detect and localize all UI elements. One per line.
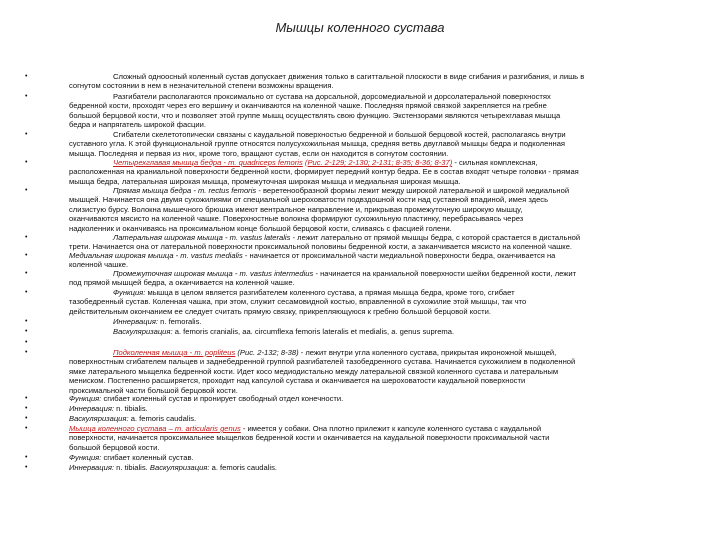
- paragraph-flexors: • Сгибатели скелетотопически связаны с каудальной поверхностью бедренной и большой берцовой костей, располагаясь внутри суставного угла. К этой функциональной группе относятся полусухожильная мышца, средняя ветвь двуглавой мышцы бедра и подколенная мышца. Последняя и первая из них, кроме того, вращают сустав, если он находится в согнутом состоянии.: [25, 130, 566, 158]
- paragraph-quadriceps-vascularization: • Васкуляризация: a. femoris cranialis, aa. circumflexa femoris lateralis et medialis, a. genus suprema.: [25, 327, 455, 336]
- paragraph-rectus-femoris: • Прямая мышца бедра - m. rectus femoris - веретенообразной формы лежит между широкой латеральной и широкой медиальной мышцей. Начинается она двумя сухожилиями от специальной шероховатости подвздошной кости над суставной впадиной, имея здесь слизистую бурсу. Волокна мышечного брюшка имеют вентральное направление и, прикрывая промежуточную широкую мышцу, оканчиваются мясисто на коленной чашке. Поверхностные волокна формируют сухожильную пластинку, перебрасываясь через надколенник и оканчиваясь на проксимальном конце большой берцовой кости, сливаясь с фасцией голени.: [25, 186, 570, 233]
- label-function: Функция:: [113, 288, 146, 297]
- paragraph-knee-joint-intro: • Сложный одноосный коленный сустав допускает движения только в сагиттальной плоскости в виде сгибания и разгибания, и лишь в согнутом состоянии в нем в незначительной степени возможны вращения.: [25, 72, 585, 91]
- paragraph-popliteus-innervation: • Иннервация: n. tibialis.: [25, 404, 148, 413]
- paragraph-articularis-function: • Функция: сгибает коленный сустав.: [25, 453, 194, 462]
- paragraph-articularis-genus: • Мышца коленного сустава – m. articularis genus - имеется у собаки. Она плотно прилежит к капсуле коленного сустава с каудальной поверхности, начинается проксимальнее мыщелков бедренной кости и оканчивается на каудальной поверхности проксимальной части большой берцовой кости.: [25, 424, 550, 452]
- paragraph-popliteus-function: • Функция: сгибает коленный сустав и пронирует свободный отдел конечности.: [25, 394, 344, 403]
- paragraph-articularis-innervation: • Иннервация: n. tibialis. Васкуляризация: a. femoris caudalis.: [25, 463, 278, 472]
- paragraph-quadriceps-function: • Функция: мышца в целом является разгибателем коленного сустава, а прямая мышца бедра, кроме того, сгибает тазобедренный сустав. Коленная чашка, при этом, служит сесамовидной костью, вправленной в сухожилие этой мышцы, так что действительным окончанием ее следует считать прямую связку, прикрепляющуюся к гребню большой берцовой кости.: [25, 288, 527, 316]
- paragraph-vastus-lateralis: • Латеральная широкая мышца - m. vastus lateralis - лежит латерально от прямой мышцы бедра, с которой срастается в дистальной трети. Начинается она от латеральной поверхности проксимальной половины бедренной кости, а заканчивается мясисто на коленной чашке.: [25, 233, 581, 252]
- term-vastus-medialis: Медиальная широкая мышца - m. vastus medialis: [69, 251, 243, 260]
- label-vascularization: Васкуляризация:: [113, 327, 173, 336]
- paragraph-vastus-medialis: • Медиальная широкая мышца - m. vastus medialis - начинается от проксимальной части медиальной поверхности бедра, оканчивается на коленной чашке.: [25, 251, 556, 270]
- paragraph-quadriceps-innervation: • Иннервация: n. femoralis.: [25, 317, 202, 326]
- term-vastus-lateralis: Латеральная широкая мышца - m. vastus lateralis: [113, 233, 291, 242]
- term-quadriceps: Четырехглавая мышца бедра - m. quadriceps femoris: [113, 158, 303, 167]
- paragraph-quadriceps: • Четырехглавая мышца бедра - m. quadriceps femoris (Рис. 2-129; 2-130; 2-131; 8-35; 8-36; 8-37) - сильная комплексная, расположенная на краниальной поверхности бедренной кости, формирует передний контур бедра. Ее в состав входят четыре головки - прямая мышца бедра, латеральная широкая мышца, промежуточная широкая мышца и медиальная широкая мышца.: [25, 158, 579, 186]
- empty-list-item: •: [25, 339, 28, 346]
- paragraph-popliteus-vascularization: • Васкуляризация: a. femoris caudalis.: [25, 414, 197, 423]
- label-innervation: Иннервация:: [113, 317, 158, 326]
- bullet: •: [25, 73, 28, 80]
- paragraph-popliteus: • Подколенная мышца - m. popliteus (Рис. 2-132; 8-38) - лежит внутри угла коленного сустава, прикрытая икроножной мышцей, поверхностным сгибателем пальцев и заднебедренной группой разгибателей тазобедренного сустава. Начинается сухожилием в подколенной ямке латерального мыщелка бедренной кости. Идет косо медиодистально между латеральной связкой коленного сустава и латеральным мениском. Постепенно расширяется, проходит над капсулой сустава и оканчивается на шероховатости каудальной поверхности проксимальной части большой берцовой кости.: [25, 348, 576, 395]
- paragraph-vastus-intermedius: • Промежуточная широкая мышца - m. vastus intermedius - начинается на краниальной поверхности шейки бедренной кости, лежит под прямой мышцей бедра, а оканчивается на коленной чашке.: [25, 269, 577, 288]
- term-articularis-genus: Мышца коленного сустава – m. articularis genus: [69, 424, 241, 433]
- term-rectus-femoris: Прямая мышца бедра - m. rectus femoris: [113, 186, 257, 195]
- term-popliteus: Подколенная мышца - m. popliteus: [113, 348, 236, 357]
- paragraph-extensors: • Разгибатели располагаются проксимально от сустава на дорсальной, дорсомедиальной и дорсолатеральной поверхностях бедренной кости, проходят через его вершину и оканчиваются на коленной чашке. Последняя прямой связкой закрепляется на гребне большой берцовой кости, что и позволяет этой группе мышц осуществлять свою функцию. Экстензорами являются четырехглавая мышца бедра и напрягатель широкой фасции.: [25, 92, 561, 130]
- page-title: Мышцы коленного сустава: [275, 20, 445, 35]
- term-vastus-intermedius: Промежуточная широкая мышца - m. vastus intermedius: [113, 269, 314, 278]
